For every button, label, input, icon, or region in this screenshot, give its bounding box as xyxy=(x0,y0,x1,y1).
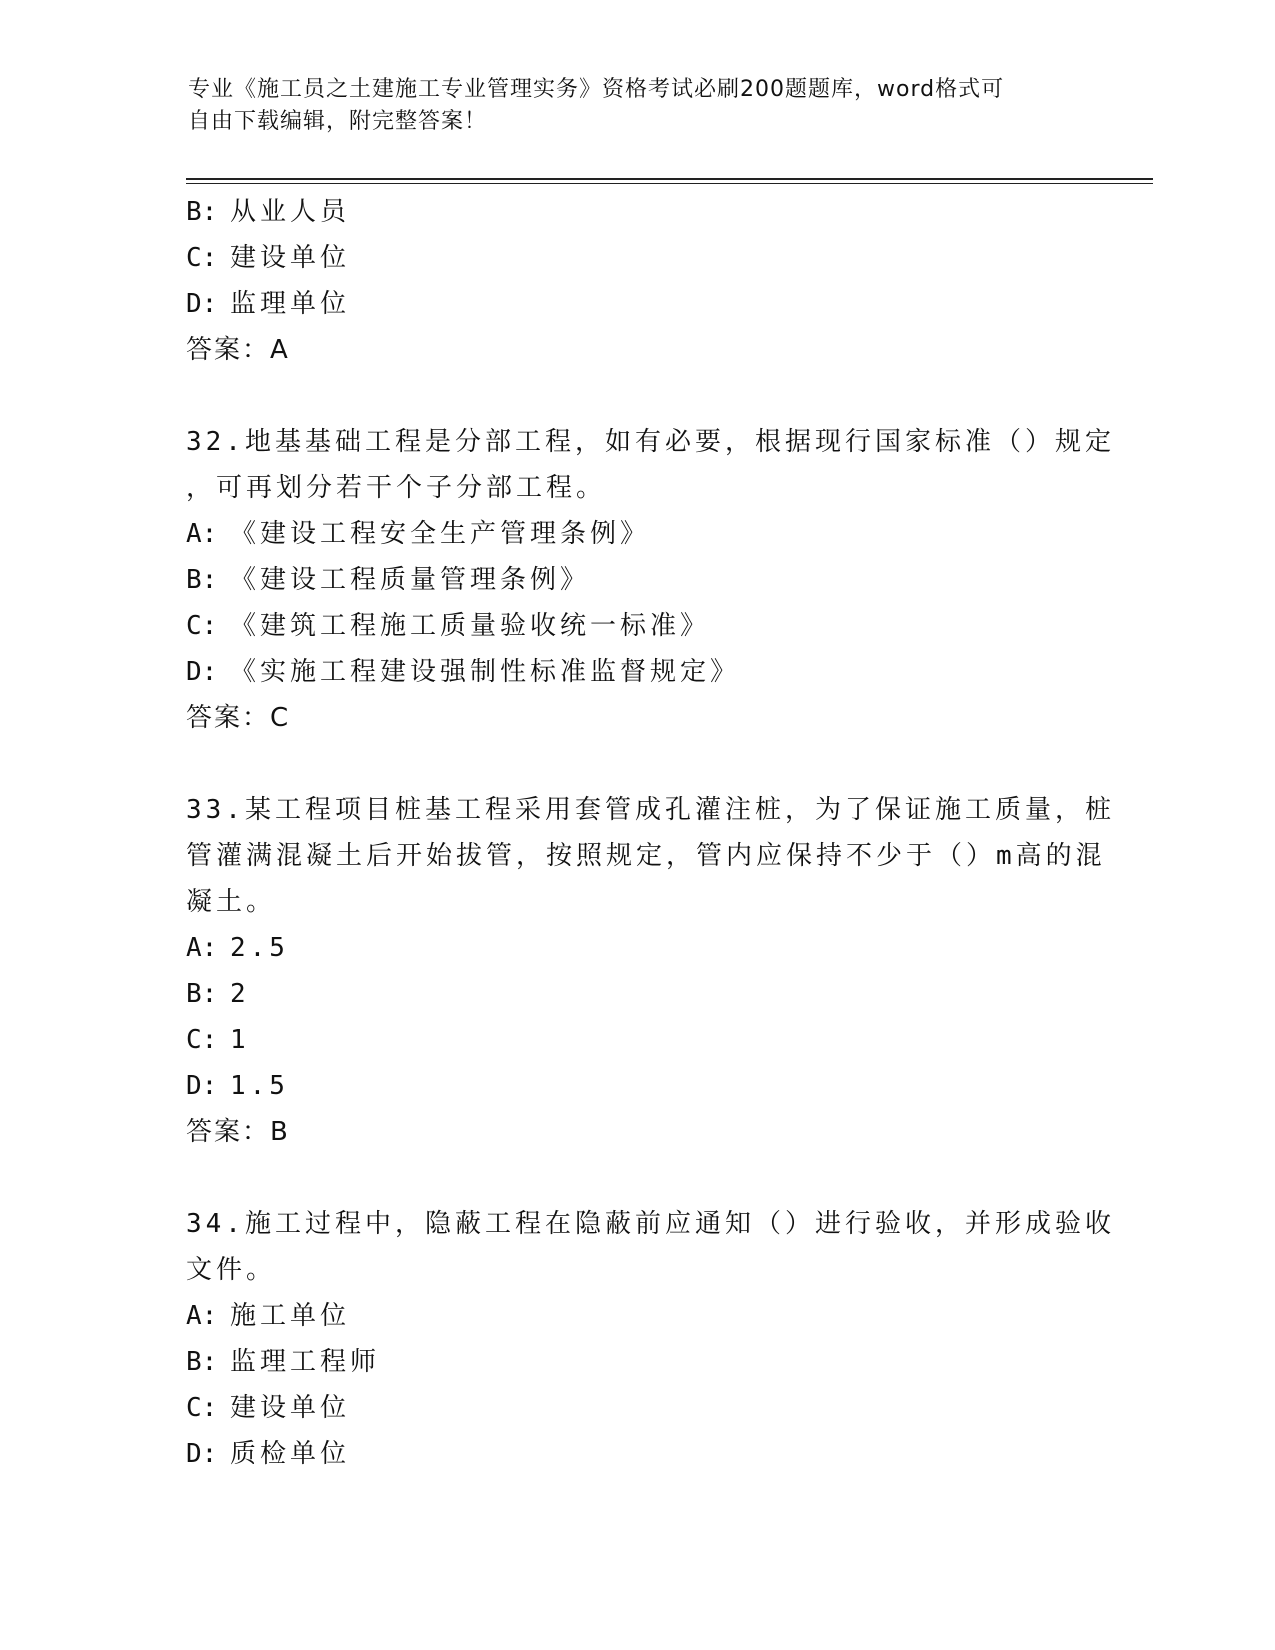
header-line-1: 专业《施工员之土建施工专业管理实务》资格考试必刷200题题库，word格式可 xyxy=(188,77,1005,102)
question-content xyxy=(186,189,1115,1477)
option-text: 从业人员 xyxy=(230,197,351,227)
question-stem-line: ，可再划分若干个子分部工程。 xyxy=(186,473,607,503)
option-d xyxy=(186,1431,1086,1477)
option-key: C: xyxy=(186,243,218,273)
question-32 xyxy=(186,419,1115,741)
option-d xyxy=(186,281,1086,327)
question-stem-line: 管灌满混凝土后开始拔管，按照规定，管内应保持不少于（）m高的混 xyxy=(186,841,1106,871)
option-text: 2.5 xyxy=(230,933,289,963)
question-33 xyxy=(186,787,1115,1155)
option-text: 《建设工程质量管理条例》 xyxy=(230,565,591,595)
option-d xyxy=(186,1063,1086,1109)
option-key: B: xyxy=(186,565,218,595)
option-c xyxy=(186,235,1086,281)
option-text: 《实施工程建设强制性标准监督规定》 xyxy=(230,657,741,687)
option-key: A: xyxy=(186,1301,218,1331)
option-text: 1 xyxy=(230,1025,250,1055)
option-text: 《建设工程安全生产管理条例》 xyxy=(230,519,651,549)
question-stem-line: 33.某工程项目桩基工程采用套管成孔灌注桩，为了保证施工质量，桩 xyxy=(186,795,1115,825)
option-text: 监理工程师 xyxy=(230,1347,381,1377)
option-key: A: xyxy=(186,933,218,963)
option-c xyxy=(186,1017,1086,1063)
option-text: 施工单位 xyxy=(230,1301,351,1331)
question-stem-line: 文件。 xyxy=(186,1255,277,1285)
option-text: 建设单位 xyxy=(230,243,351,273)
option-c xyxy=(186,603,1086,649)
header-divider-thick xyxy=(186,178,1153,180)
question-stem-line: 34.施工过程中，隐蔽工程在隐蔽前应通知（）进行验收，并形成验收 xyxy=(186,1209,1115,1239)
option-text: 建设单位 xyxy=(230,1393,351,1423)
option-key: D: xyxy=(186,1439,218,1469)
spacer xyxy=(186,741,1086,787)
spacer xyxy=(186,373,1086,419)
question-stem-line: 32.地基基础工程是分部工程，如有必要，根据现行国家标准（）规定 xyxy=(186,427,1115,457)
question-stem-line: 凝土。 xyxy=(186,887,277,917)
option-d xyxy=(186,649,1086,695)
option-b xyxy=(186,189,1086,235)
option-b xyxy=(186,971,1086,1017)
option-key: B: xyxy=(186,197,218,227)
option-text: 2 xyxy=(230,979,250,1009)
option-a xyxy=(186,511,1086,557)
answer-line: 答案：B xyxy=(186,1117,290,1147)
option-key: D: xyxy=(186,1071,218,1101)
option-key: B: xyxy=(186,1347,218,1377)
spacer xyxy=(186,1155,1086,1201)
document-header xyxy=(188,74,1068,138)
header-line-2: 自由下载编辑，附完整答案！ xyxy=(188,109,488,134)
option-key: C: xyxy=(186,1025,218,1055)
header-divider-thin xyxy=(186,183,1153,184)
answer-line: 答案：C xyxy=(186,703,291,733)
option-text: 质检单位 xyxy=(230,1439,351,1469)
option-key: C: xyxy=(186,1393,218,1423)
option-b xyxy=(186,557,1086,603)
option-text: 1.5 xyxy=(230,1071,289,1101)
option-key: D: xyxy=(186,289,218,319)
answer-line: 答案：A xyxy=(186,335,290,365)
option-key: C: xyxy=(186,611,218,641)
option-text: 监理单位 xyxy=(230,289,351,319)
question-34 xyxy=(186,1201,1115,1477)
option-c xyxy=(186,1385,1086,1431)
option-text: 《建筑工程施工质量验收统一标准》 xyxy=(230,611,711,641)
question-31-tail xyxy=(186,189,1086,373)
option-a xyxy=(186,925,1086,971)
option-b xyxy=(186,1339,1086,1385)
option-a xyxy=(186,1293,1086,1339)
option-key: A: xyxy=(186,519,218,549)
option-key: B: xyxy=(186,979,218,1009)
option-key: D: xyxy=(186,657,218,687)
